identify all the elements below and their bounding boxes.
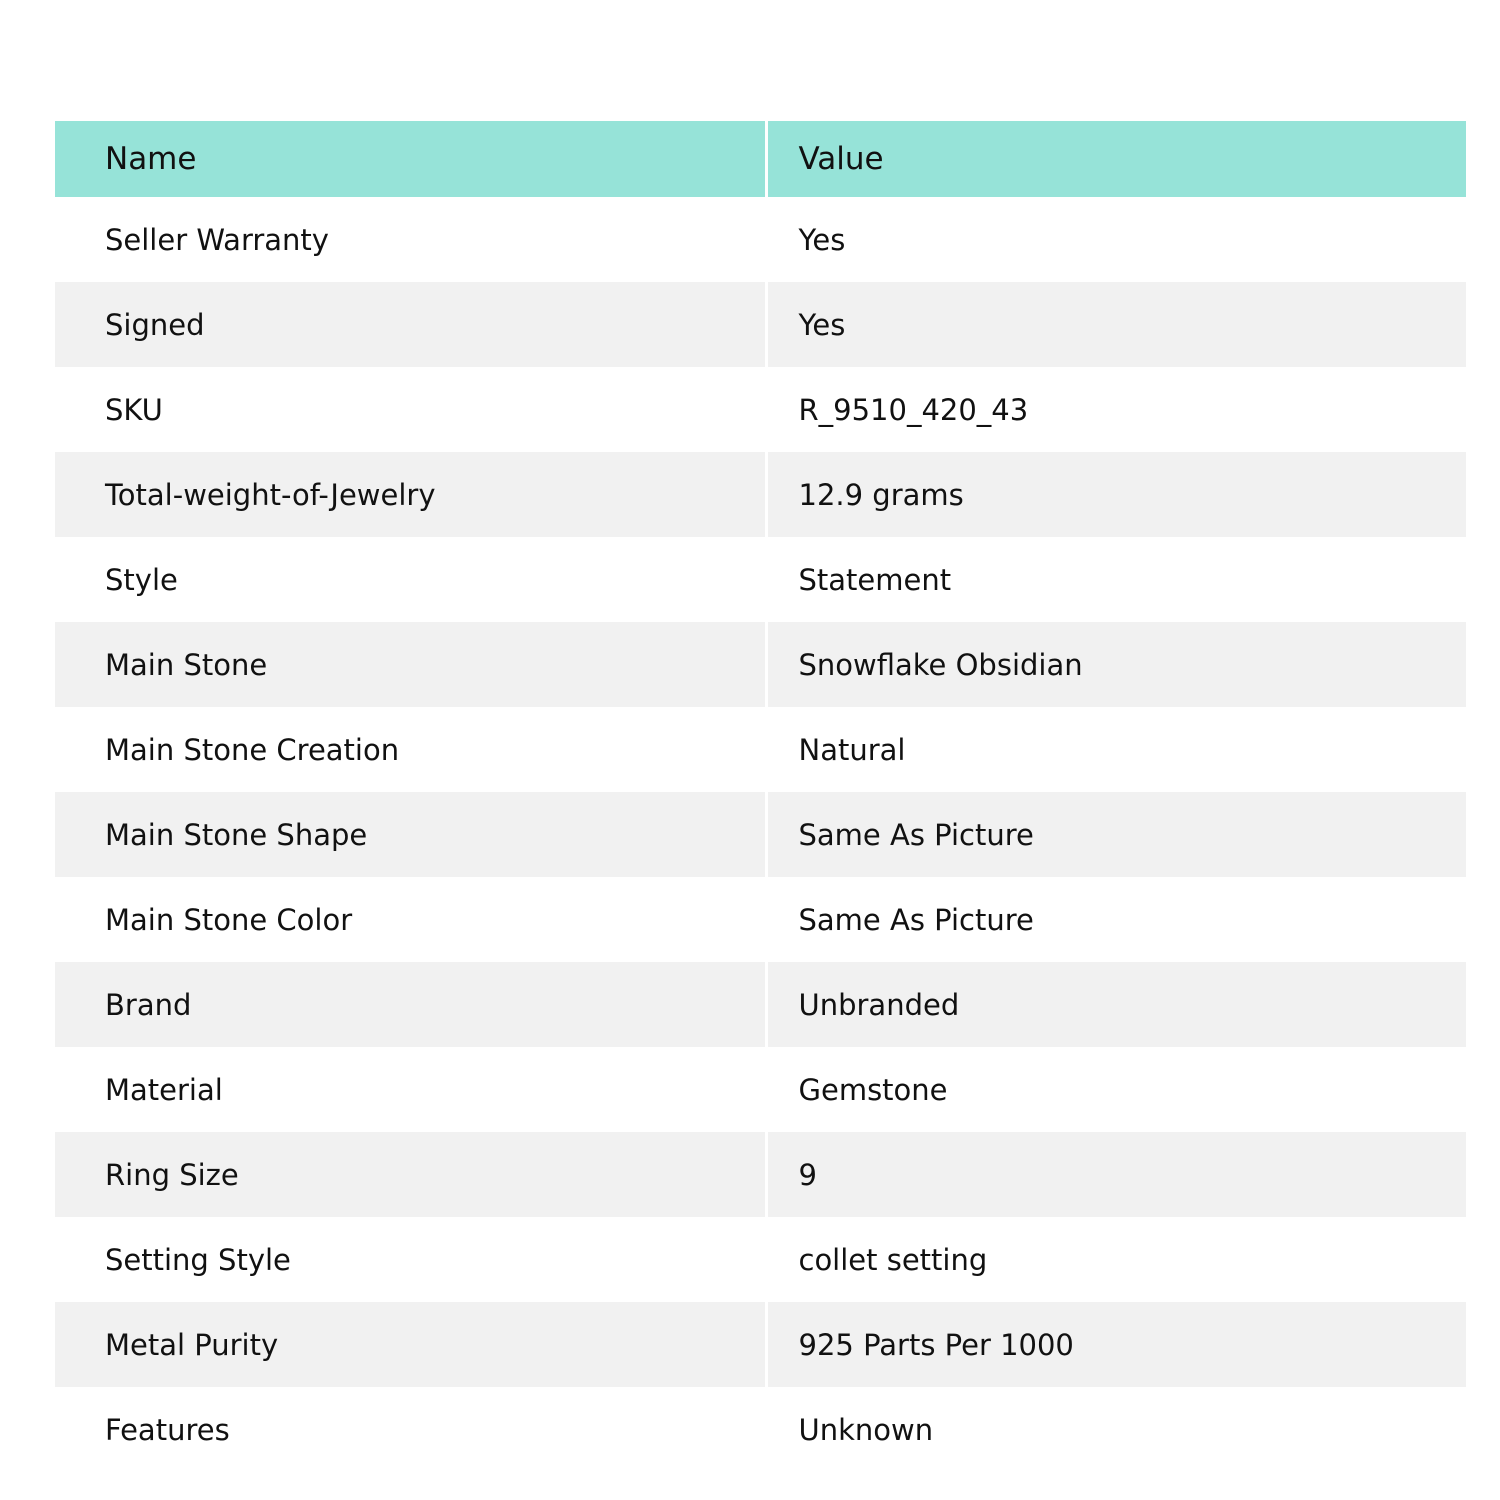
property-value: Natural (766, 707, 1466, 792)
property-name: Brand (55, 962, 766, 1047)
property-value: 925 Parts Per 1000 (766, 1302, 1466, 1387)
table-row (55, 877, 1466, 962)
table-row (55, 452, 1466, 537)
property-name: Main Stone Color (55, 877, 766, 962)
table-row (55, 282, 1466, 367)
property-name: Total-weight-of-Jewelry (55, 452, 766, 537)
table-row (55, 962, 1466, 1047)
property-value: Same As Picture (766, 792, 1466, 877)
table-row (55, 792, 1466, 877)
property-name: Main Stone Creation (55, 707, 766, 792)
property-value: Same As Picture (766, 877, 1466, 962)
table-row (55, 367, 1466, 452)
property-value: collet setting (766, 1217, 1466, 1302)
property-name: Metal Purity (55, 1302, 766, 1387)
property-name: Signed (55, 282, 766, 367)
property-name: Style (55, 537, 766, 622)
property-name: Main Stone (55, 622, 766, 707)
property-value: Yes (766, 282, 1466, 367)
property-value: Yes (766, 197, 1466, 282)
property-name: Features (55, 1387, 766, 1472)
header-row (55, 121, 1466, 197)
property-name: Setting Style (55, 1217, 766, 1302)
property-value: 9 (766, 1132, 1466, 1217)
property-name: Seller Warranty (55, 197, 766, 282)
table-row (55, 1047, 1466, 1132)
spec-table (55, 121, 1466, 1472)
table-header (55, 121, 1466, 197)
table-row (55, 197, 1466, 282)
property-name: SKU (55, 367, 766, 452)
property-value: 12.9 grams (766, 452, 1466, 537)
property-name: Main Stone Shape (55, 792, 766, 877)
property-name: Material (55, 1047, 766, 1132)
property-value: Gemstone (766, 1047, 1466, 1132)
table-row (55, 707, 1466, 792)
property-value: Unknown (766, 1387, 1466, 1472)
table-row (55, 1387, 1466, 1472)
property-value: Statement (766, 537, 1466, 622)
property-value: Unbranded (766, 962, 1466, 1047)
property-name: Ring Size (55, 1132, 766, 1217)
property-value: R_9510_420_43 (766, 367, 1466, 452)
table-row (55, 1132, 1466, 1217)
column-header-value: Value (766, 121, 1466, 197)
table-body (55, 197, 1466, 1472)
table-row (55, 537, 1466, 622)
table-row (55, 1217, 1466, 1302)
column-header-name: Name (55, 121, 766, 197)
table-row (55, 622, 1466, 707)
table-row (55, 1302, 1466, 1387)
property-value: Snowflake Obsidian (766, 622, 1466, 707)
